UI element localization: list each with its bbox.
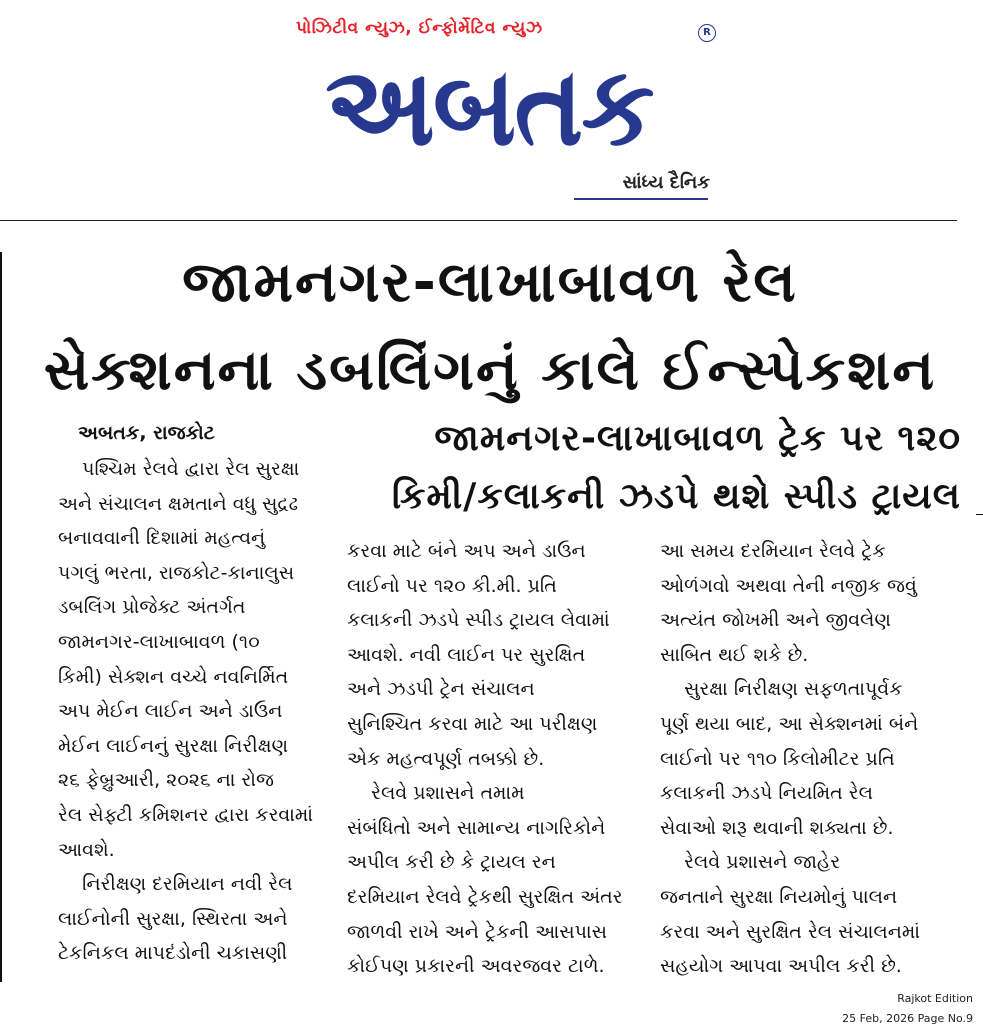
registered-trademark-icon: R bbox=[698, 24, 716, 42]
article-text-line: અત્યંત જોખમી અને જીવલેણ bbox=[660, 609, 891, 632]
edition-footer: Rajkot Edition bbox=[897, 992, 973, 1005]
article-text-line: રેલવે પ્રશાસને જાહેર bbox=[660, 851, 841, 874]
right-border-tick bbox=[976, 514, 983, 515]
byline: અબતક, રાજકોટ bbox=[78, 422, 215, 444]
article-text-line: સેવાઓ શરૂ થવાની શક્યતા છે. bbox=[660, 816, 894, 839]
article-column-1 bbox=[58, 452, 323, 971]
article-text-line: આવશે. bbox=[58, 838, 115, 861]
article-text-line: અપ મેઈન લાઈન અને ડાઉન bbox=[58, 700, 283, 723]
article-text-line: કલાકની ઝડપે સ્પીડ ટ્રાયલ લેવામાં bbox=[347, 609, 610, 632]
article-text-line: સંબંધિતો અને સામાન્ય નાગરિકોને bbox=[347, 816, 606, 839]
article-text-line: રેલવે પ્રશાસને તમામ bbox=[347, 782, 525, 805]
masthead bbox=[0, 0, 983, 222]
article-text-line: પૂર્ણ થયા બાદ, આ સેક્શનમાં બંને bbox=[660, 712, 919, 735]
newspaper-logo: અબતક bbox=[325, 41, 653, 171]
article-text-line: અપીલ કરી છે કે ટ્રાયલ રન bbox=[347, 851, 556, 874]
article-text-line: ડબલિંગ પ્રોજેક્ટ અંતર્ગત bbox=[58, 596, 246, 619]
article-text-line: સુનિશ્ચિત કરવા માટે આ પરીક્ષણ bbox=[347, 712, 598, 735]
article-column-3 bbox=[660, 534, 958, 984]
headline-line-2: સેક્શનના ડબલિંગનું કાલે ઈન્સ્પેકશન bbox=[43, 338, 937, 403]
left-border-rule bbox=[0, 252, 2, 982]
article-text-line: અને સંચાલન ક્ષમતાને વધુ સુદ્રઢ bbox=[58, 492, 299, 515]
edition-underline bbox=[574, 198, 708, 200]
article-text-line: લાઈનો પર ૧૨૦ કી.મી. પ્રતિ bbox=[347, 574, 557, 597]
subheadline-line-2: કિમી/કલાકની ઝડપે થશે સ્પીડ ટ્રાયલ bbox=[391, 476, 961, 517]
article-text-line: લાઈનો પર ૧૧૦ કિલોમીટર પ્રતિ bbox=[660, 747, 895, 770]
article-text-line: ઓળંગવો અથવા તેની નજીક જવું bbox=[660, 574, 917, 597]
article-text-line: પશ્ચિમ રેલવે દ્વારા રેલ સુરક્ષા bbox=[58, 458, 300, 480]
article-text-line: કલાકની ઝડપે નિયમિત રેલ bbox=[660, 782, 873, 805]
article-text-line: આવશે. નવી લાઈન પર સુરક્ષિત bbox=[347, 643, 586, 666]
masthead-tagline: પોઝિટીવ ન્યુઝ, ઈન્ફોર્મેટિવ ન્યુઝ bbox=[296, 18, 543, 38]
subheadline-line-1: જામનગર-લાખાબાવળ ટ્રેક પર ૧૨૦ bbox=[434, 418, 961, 459]
article-text-line: સાબિત થઈ શકે છે. bbox=[660, 643, 809, 666]
article-text-line: જનતાને સુરક્ષા નિયમોનું પાલન bbox=[660, 885, 898, 908]
article-text-line: કરવા અને સુરક્ષિત રેલ સંચાલનમાં bbox=[660, 920, 921, 943]
article-text-line: બનાવવાની દિશામાં મહત્વનું bbox=[58, 527, 266, 550]
headline-line-1: જામનગર-લાખાબાવળ રેલ bbox=[182, 250, 798, 315]
article-text-line: કિમી) સેક્શન વચ્ચે નવનિર્મિત bbox=[58, 665, 289, 688]
article-text-line: જાળવી રાખે અને ટ્રેકની આસપાસ bbox=[347, 920, 608, 943]
article-text-line: નિરીક્ષણ દરમિયાન નવી રેલ bbox=[58, 873, 293, 896]
article-text-line: આ સમય દરમિયાન રેલવે ટ્રેક bbox=[660, 540, 886, 562]
article-text-line: અને ઝડપી ટ્રેન સંચાલન bbox=[347, 678, 535, 701]
article-text-line: કરવા માટે બંને અપ અને ડાઉન bbox=[347, 540, 586, 562]
article-text-line: સહયોગ આપવા અપીલ કરી છે. bbox=[660, 955, 902, 978]
article-text-line: એક મહત્વપૂર્ણ તબક્કો છે. bbox=[347, 747, 545, 770]
edition-label: સાંધ્ય દૈનિક bbox=[622, 172, 710, 193]
article-text-line: રેલ સેફ્ટી કમિશનર દ્વારા કરવામાં bbox=[58, 803, 313, 826]
article-text-line: સુરક્ષા નિરીક્ષણ સફળતાપૂર્વક bbox=[660, 678, 903, 701]
article-text-line: ટેકનિકલ માપદંડોની ચકાસણી bbox=[58, 942, 288, 965]
article-text-line: મેઈન લાઈનનું સુરક્ષા નિરીક્ષણ bbox=[58, 734, 289, 757]
article-text-line: પગલું ભરતા, રાજકોટ-કાનાલુસ bbox=[58, 561, 295, 584]
article-text-line: દરમિયાન રેલવે ટ્રેકથી સુરક્ષિત અંતર bbox=[347, 885, 623, 908]
article-text-line: કોઈપણ પ્રકારની અવરજવર ટાળે. bbox=[347, 955, 605, 978]
masthead-divider bbox=[0, 220, 957, 221]
date-page-footer: 25 Feb, 2026 Page No.9 bbox=[842, 1012, 973, 1025]
article-column-2 bbox=[347, 534, 639, 984]
article-text-line: જામનગર-લાખાબાવળ (૧૦ bbox=[58, 630, 260, 653]
article-text-line: લાઈનોની સુરક્ષા, સ્થિરતા અને bbox=[58, 907, 288, 930]
article-text-line: ૨૬ ફેબ્રુઆરી, ૨૦૨૬ ના રોજ bbox=[58, 769, 274, 792]
